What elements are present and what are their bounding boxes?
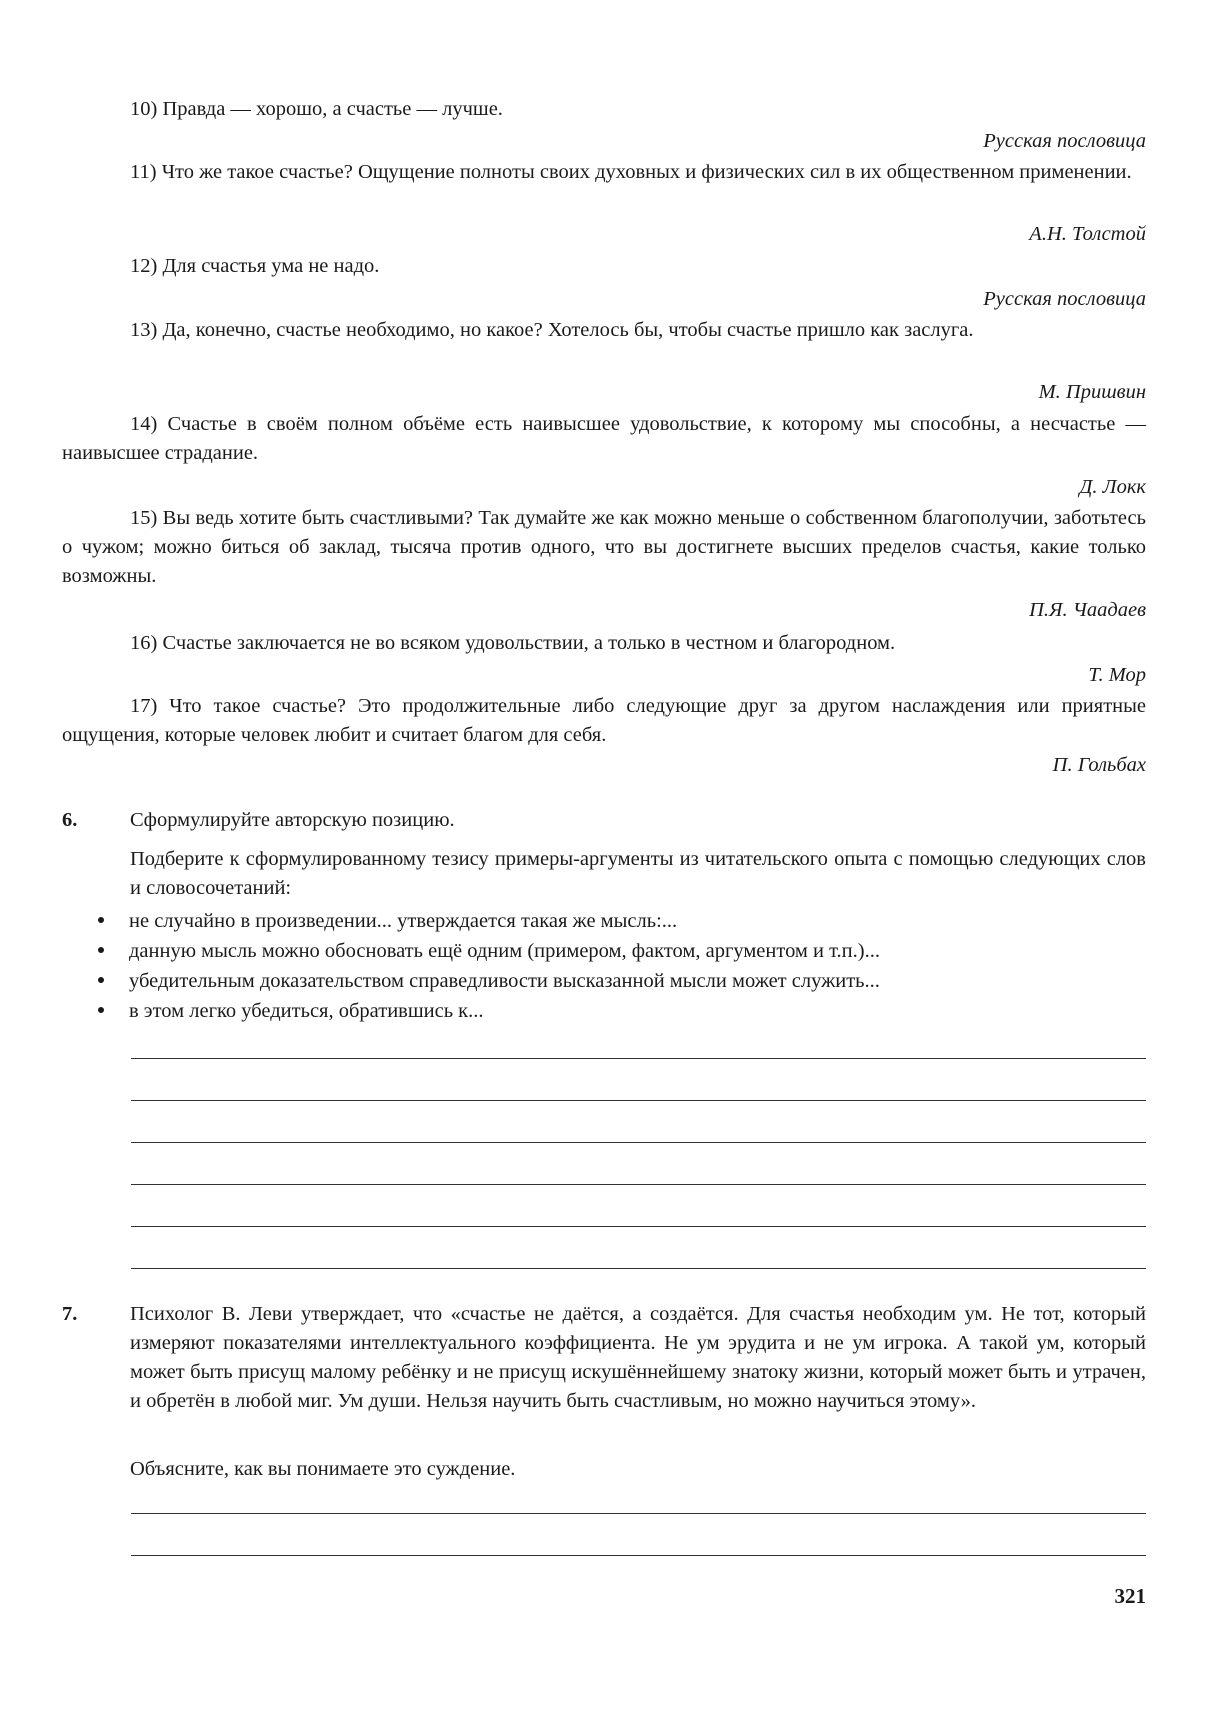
task-6-heading: Сформулируйте авторскую позицию. — [130, 809, 455, 831]
bullet-text: в этом легко убедиться, обратившись к... — [129, 1000, 484, 1022]
quote-10-author: Русская пословица — [983, 130, 1146, 152]
quote-17: 17) Что такое счастье? Это продолжительные либо следующие друг за другом наслаждения или приятные ощущения, которые человек любит и считает благом для себя. — [62, 695, 1146, 746]
bullet-dot-icon — [98, 917, 104, 923]
answer-line[interactable] — [131, 1226, 1146, 1227]
task-7-number: 7. — [62, 1303, 78, 1325]
quote-11-author: А.Н. Толстой — [1029, 223, 1146, 245]
task-6-intro: Подберите к сформулированному тезису примеры-аргументы из читательского опыта с помощью следующих слов и словосочетаний: — [130, 848, 1146, 899]
task-6-bullet — [98, 997, 484, 1026]
task-7-text: Психолог В. Леви утверждает, что «счастье не даётся, а создаётся. Для счастья необходим ум. Не тот, который измеряют показателями интеллектуального коэффициента. Не ум эрудита и не ум игрока. А такой ум, который может быть присущ малому ребёнку и не присущ искушённейшему знатоку жизни, который может быть и утрачен, и обретён в любой миг. Ум души. Нельзя научить быть счастливым, но можно научиться этому». — [130, 1303, 1146, 1412]
quote-15: 15) Вы ведь хотите быть счастливыми? Так думайте же как можно меньше о собственном благополучии, заботьтесь о чужом; можно биться об заклад, тысяча против одного, что вы достигнете высших пределов счастья, какие только возможны. — [62, 507, 1146, 587]
answer-line[interactable] — [131, 1513, 1146, 1514]
bullet-dot-icon — [98, 1007, 104, 1013]
quote-10: 10) Правда — хорошо, а счастье — лучше. — [130, 98, 503, 120]
bullet-text: не случайно в произведении... утверждается такая же мысль:... — [129, 910, 678, 932]
bullet-text: данную мысль можно обосновать ещё одним (примером, фактом, аргументом и т.п.)... — [129, 940, 880, 962]
quote-12-author: Русская пословица — [983, 288, 1146, 310]
task-6-bullet — [98, 937, 880, 966]
task-7-question: Объясните, как вы понимаете это суждение. — [130, 1458, 516, 1480]
answer-line[interactable] — [131, 1100, 1146, 1101]
answer-line[interactable] — [131, 1058, 1146, 1059]
quote-12: 12) Для счастья ума не надо. — [130, 255, 380, 277]
task-6-number: 6. — [62, 809, 78, 831]
bullet-dot-icon — [98, 947, 104, 953]
answer-line[interactable] — [131, 1268, 1146, 1269]
answer-line[interactable] — [131, 1142, 1146, 1143]
quote-15-author: П.Я. Чаадаев — [1029, 599, 1146, 621]
task-6-bullet — [98, 907, 677, 936]
task-6-bullet — [98, 967, 880, 996]
answer-line[interactable] — [131, 1184, 1146, 1185]
quote-16: 16) Счастье заключается не во всяком удовольствии, а только в честном и благородном. — [130, 632, 896, 654]
bullet-dot-icon — [98, 977, 104, 983]
page-number: 321 — [1114, 1584, 1146, 1608]
quote-13-author: М. Пришвин — [1038, 381, 1146, 403]
quote-14-author: Д. Локк — [1079, 476, 1146, 498]
answer-line[interactable] — [131, 1555, 1146, 1556]
quote-13: 13) Да, конечно, счастье необходимо, но какое? Хотелось бы, чтобы счастье пришло как заслуга. — [130, 319, 974, 341]
bullet-text: убедительным доказательством справедливости высказанной мысли может служить... — [129, 970, 880, 992]
quote-16-author: Т. Мор — [1088, 664, 1146, 686]
quote-14: 14) Счастье в своём полном объёме есть наивысшее удовольствие, к которому мы способны, а несчастье — наивысшее страдание. — [62, 413, 1146, 464]
quote-11: 11) Что же такое счастье? Ощущение полноты своих духовных и физических сил в их общественном применении. — [130, 161, 1132, 183]
quote-17-author: П. Гольбах — [1052, 754, 1146, 776]
